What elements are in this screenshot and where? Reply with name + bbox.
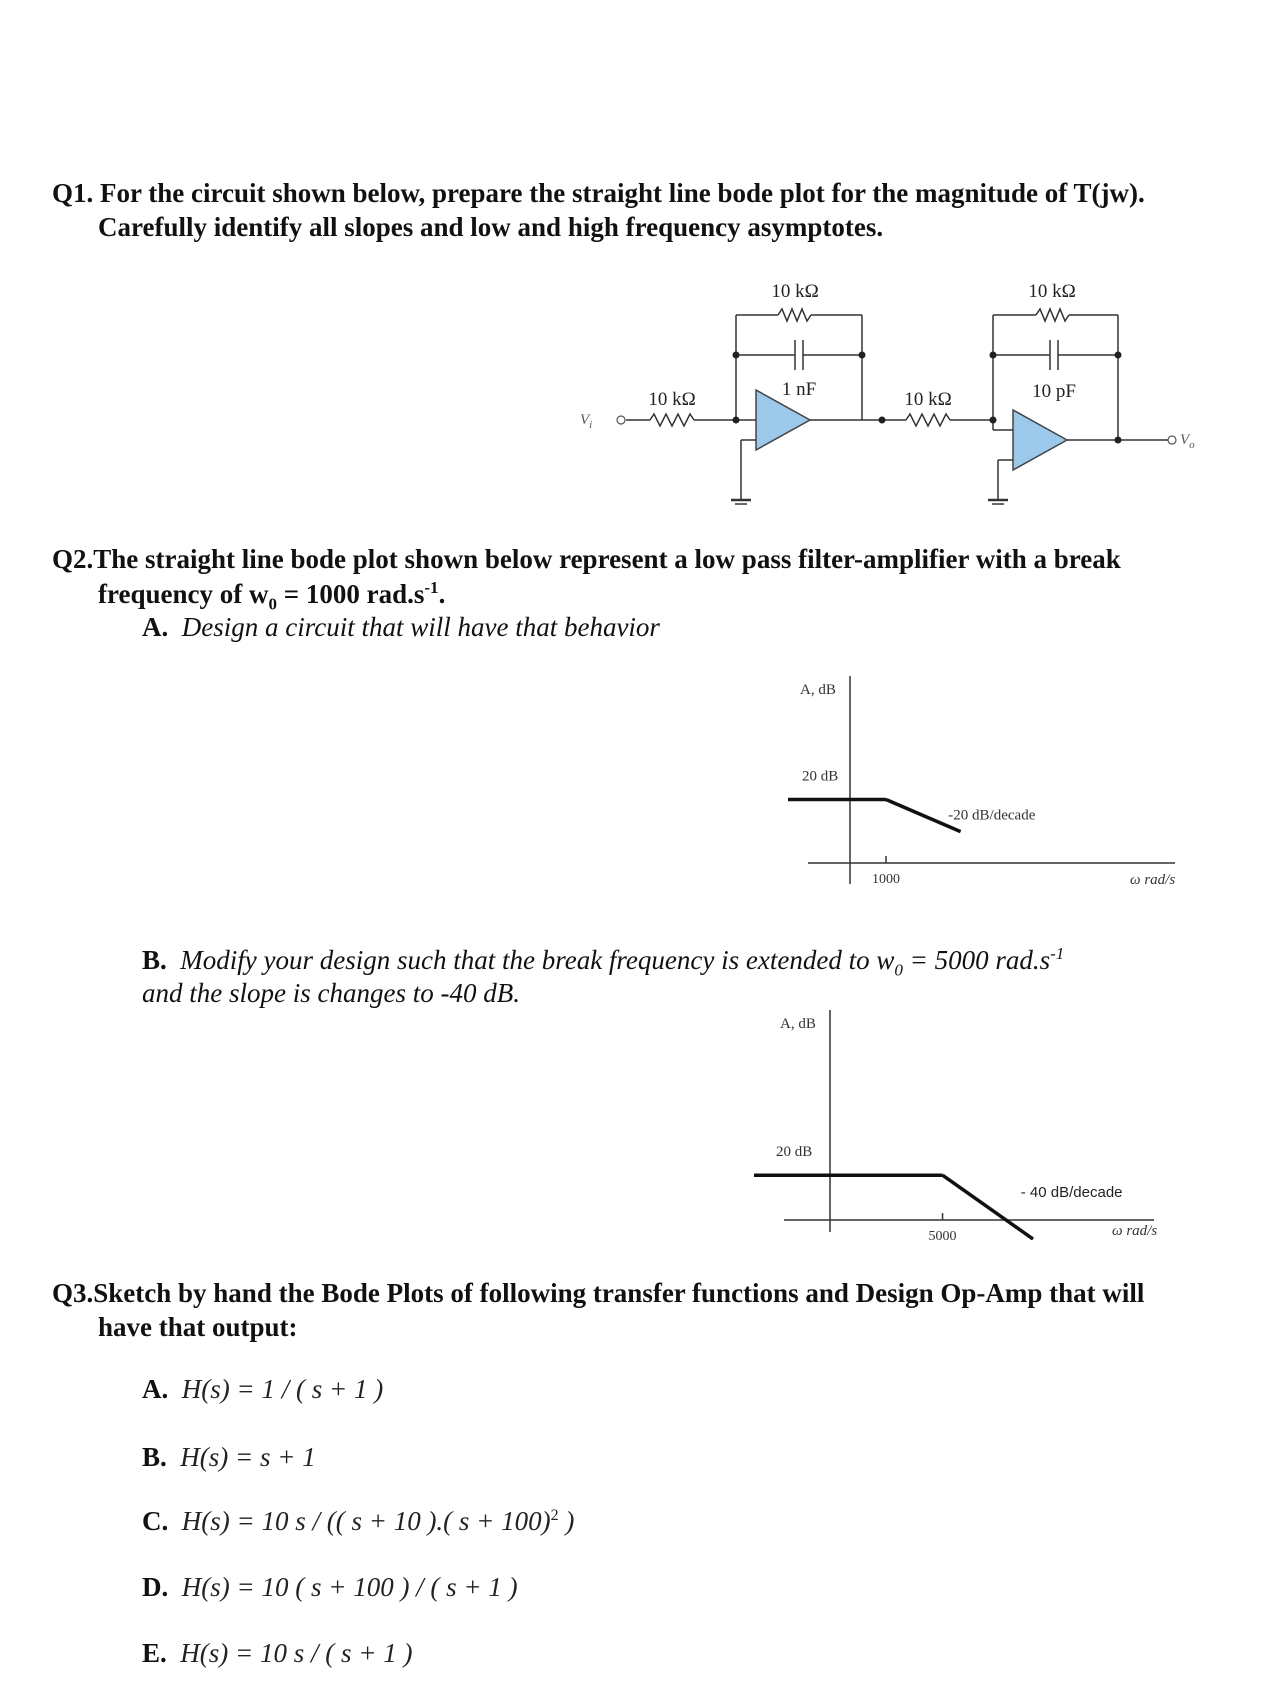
q3-item-b: B. H(s) = s + 1 [142,1442,316,1472]
feedback-resistor-2 [1036,309,1069,321]
q2-line1 [52,544,1121,575]
bode2-xlabel: ω rad/s [1112,1223,1158,1239]
q1-line1 [52,178,1145,209]
bode-plot-1 [780,676,1200,896]
q3-item-d: D. H(s) = 10 ( s + 100 ) / ( s + 1 ) [142,1572,518,1602]
q1-label: Q1. [52,178,94,208]
feedback-resistor-1 [778,309,811,321]
bode2-break-label: 5000 [928,1229,957,1240]
q3-item-a: A. H(s) = 1 / ( s + 1 ) [142,1374,384,1404]
bode2-passband-label: 20 dB [776,1144,813,1161]
vin-terminal [617,416,625,424]
bode2-ylabel: A, dB [780,1016,816,1032]
q3-text-2: have that output: [98,1312,298,1342]
op-amp-2 [1013,410,1067,470]
bode1-slope-label: -20 dB/decade [948,807,1036,824]
r-f2-label: 10 kΩ [1028,281,1076,302]
q2-text-1: The straight line bode plot shown below represent a low pass filter-amplifier with a break [93,544,1121,574]
op-amp-circuit-diagram [0,270,1284,530]
bode-plot-2 [754,1010,1204,1240]
q1-text-2: Carefully identify all slopes and low and high frequency asymptotes. [98,212,884,242]
q3-line1 [52,1278,1144,1309]
q2-line2: frequency of $w_0 = 1000$ $rad.s^{-1}$. [98,578,446,614]
r-mid-label: 10 kΩ [904,389,952,410]
q2-part-b-line2: and the slope is changes to -40 dB. [142,978,520,1008]
q3-label: Q3. [52,1278,94,1308]
q3-item-e: E. H(s) = 10 s / ( s + 1 ) [142,1638,413,1668]
q3-text-1: Sketch by hand the Bode Plots of following transfer functions and Design Op-Amp that will [93,1278,1145,1308]
c-1-label: 1 nF [781,379,817,400]
bode1-ylabel: A, dB [800,682,836,698]
r-f1-label: 10 kΩ [771,281,819,302]
vout-terminal [1168,436,1176,444]
input-resistor [650,414,694,426]
q1-text-1: For the circuit shown below, prepare the straight line bode plot for the magnitude of T(jw). [100,178,1145,208]
q3-item-c: C. H(s) = 10 s / (( s + 10 ).( s + 100)$^2$ ) [142,1506,575,1536]
middle-resistor [906,414,950,426]
q2-part-a: A. Design a circuit that will have that behavior [142,612,660,642]
q2-label: Q2. [52,544,94,574]
q2-part-b-line1: B. Modify your design such that the break frequency is extended to $w_0 = 5000$ $rad.s^{-1}$ [142,944,1065,980]
bode1-passband-label: 20 dB [802,768,839,785]
bode1-break-label: 1000 [872,872,900,887]
c-2-label: 10 pF [1032,381,1076,402]
vin-label: $V_i$ [580,412,593,431]
bode1-xlabel: ω rad/s [1130,872,1176,888]
vout-label: $V_o$ [1180,432,1195,451]
r-in-label: 10 kΩ [648,389,696,410]
bode2-slope-label: - 40 dB/decade [1020,1184,1123,1202]
